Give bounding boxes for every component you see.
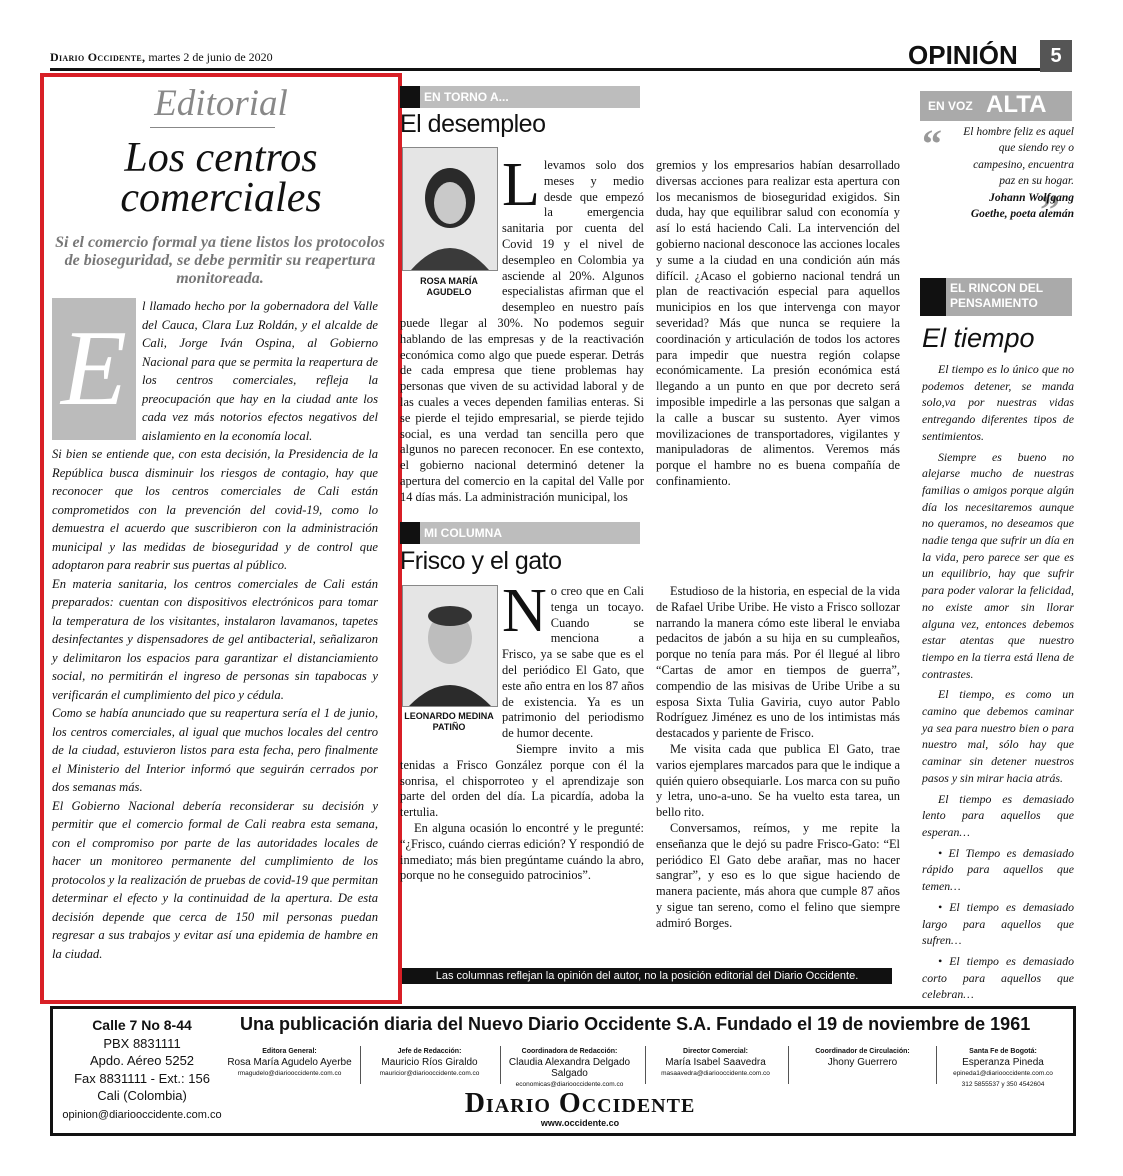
rincon-paragraph: • El tiempo es demasiado corto para aquellos que celebran… [922, 953, 1074, 1002]
rincon-paragraph: El tiempo, es como un camino que debemos caminar ya sea para nuestro bien o para nuestro mal, sólo hay que caminar sin detener nuestros pasos y sin mirar hacia atrás. [922, 687, 1074, 785]
column1-kicker-bar [400, 86, 640, 108]
address-line: Cali (Colombia) [97, 1088, 187, 1103]
quote-text: El hombre feliz es aquel que siendo rey o campesino, encuentra paz en su hogar. [963, 126, 1074, 188]
rincon-title: El tiempo [922, 323, 1035, 353]
rincon-paragraph: El tiempo es lo único que no podemos detener, se manda solo,va por nuestras vidas entregando diferentes tipos de sentimientos. [922, 362, 1074, 443]
staff-name: Jhony Guerrero [827, 1057, 898, 1068]
editorial-dropcap: E [52, 298, 136, 440]
staff-role: Editora General: [262, 1048, 317, 1055]
column1-author: ROSA MARÍA AGUDELO [420, 276, 478, 297]
rincon-kicker: EL RINCON DEL PENSAMIENTO [950, 281, 1043, 310]
rincon-paragraph: Siempre es bueno no alejarse mucho de nuestras familias o amigos porque algún día los necesitaremos aunque no queramos, no deseamos que nadie tenga que sufrir un día en la vida, pero parece ser que es un equilibrio, hay que sufrir para poder valorar la felicidad, no existe amor sin llorar alguna vez, entonces debemos estar atentas que nuestro tiempo en la tierra está llena de contrastes. [922, 449, 1074, 681]
staff-phone: 312 5855537 y 350 4542604 [961, 1081, 1045, 1088]
address-email: opinion@diariooccidente.com.co [62, 1108, 222, 1121]
address-line: Fax 8831111 - Ext.: 156 [74, 1070, 210, 1086]
staff-name: Mauricio Ríos Giraldo [381, 1057, 478, 1068]
brand-url: www.occidente.co [540, 1118, 620, 1128]
editorial-paragraph: En materia sanitaria, los centros comerciales de Cali están preparados: cuentan con dispositivos electrónicos para tomar la temperatura de los visitantes, instalaron lavamanos, tapetes desinfectantes y dispensadores de gel antibacterial, señalizaron y delimitaron los espacios para garantizar el distanciamiento social, no permitirán el ingreso de personas sin tapabocas y verificarán el cumplimiento del pico y cédula. [52, 576, 378, 702]
editorial-paragraph: El Gobierno Nacional debería reconsiderar su decisión y permitir que el comercio formal de Cali reabra esta semana, con el compromiso por parte de las autoridades locales de hacer un monitoreo permanente del cumplimiento de los protocolos y la realización de pruebas de covid-19 que permitan determinar el efecto y la continuidad de la apertura. De esta decisión depende que cerca de 150 mil personas puedan regresar a sus trabajos y evitar así una epidemia de hambre en la ciudad. [52, 798, 378, 961]
column1-body-a [400, 158, 644, 518]
address-line: Calle 7 No 8-44 [92, 1017, 192, 1033]
column2-kicker: MI COLUMNA [424, 526, 502, 540]
brand-logo: Diario Occidente [464, 1088, 696, 1119]
column2-paragraph: Siempre invito a mis tenidas a Frisco González porque con él la sonrisa, el chisporroteo y el aprendizaje son parte del orden del día. La picardía, adoba la tertulia. [400, 741, 644, 820]
column2-kicker-bar [400, 522, 640, 544]
staff-entry [938, 1046, 1068, 1090]
close-quote-icon: ” [1040, 187, 1060, 232]
staff-divider [500, 1046, 501, 1084]
staff-entry [648, 1046, 783, 1079]
column2-paragraph: o creo que en Cali tenga un tocayo. Cuando se menciona a Frisco, ya se sabe que es el del periódico El Gato, que este año entra en los 87 años de existencia. Ya es un patrimonio del periodismo de humor decente. [502, 584, 644, 741]
footer-address [52, 1017, 232, 1124]
rincon-paragraph: El tiempo es demasiado lento para aquellos que esperan… [922, 791, 1074, 839]
column2-paragraph: En alguna ocasión lo encontré y le pregunté: “¿Frisco, cuándo cierras edición? Y respondió de inmediato; más bien pregúntame cuándo la abro, porque no he conseguido patrocinios”. [400, 820, 644, 883]
section-title: OPINIÓN [908, 40, 1018, 70]
column2-dropcap: N [502, 577, 547, 645]
column2-paragraph: Estudioso de la historia, en especial de la vida de Rafael Uribe Uribe. He visto a Frisco sollozar narrando la manera cómo este liberal le enviaba pedacitos de jabón a su hija en su cumpleaños, porque no tenía para más. Por él llegué al libro “Cartas de amor en tiempos de guerra”, compendio de las misivas de Uribe Uribe a su esposa Sixta Tulia Gaviria, cuyo autor Pablo Rodríguez Jiménez es uno de los intimistas más destacados y pariente de Frisco. [656, 584, 900, 741]
issue-date: martes 2 de junio de 2020 [148, 50, 273, 64]
open-quote-icon: “ [922, 121, 942, 166]
rincon-paragraph: • El Tiempo es demasiado rápido para aquellos que temen… [922, 845, 1074, 894]
en-voz-big: ALTA [986, 91, 1047, 118]
rincon-paragraph: • El tiempo es demasiado largo para aquellos que sufren… [922, 899, 1074, 948]
rincon-body [922, 361, 1074, 1007]
staff-divider [645, 1046, 646, 1084]
paper-name: Diario Occidente, [50, 50, 146, 64]
staff-role: Santa Fe de Bogotá: [969, 1048, 1037, 1055]
staff-name: Esperanza Pineda [962, 1057, 1044, 1068]
column2-title: Frisco y el gato [400, 547, 562, 575]
column1-dropcap: L [502, 158, 540, 219]
en-voz-alta-banner [920, 91, 1072, 121]
staff-email: epineda1@diariooccidente.com.co [953, 1070, 1053, 1077]
quote [922, 124, 1074, 222]
rincon-banner [920, 278, 1072, 316]
column2-body-a [400, 577, 644, 884]
column2-author: LEONARDO MEDINA PATIÑO [404, 711, 494, 732]
column2-paragraph: Conversamos, reímos, y me repite la enseñanza que le dejó su padre Frisco-Gato: “El periódico El Gato debe arañar, mas no hacer sangrar”, y eso es lo que sigue haciendo de manera paciente, más ahora que cumple 87 años y sigue tan sereno, como el felino que siempre admiró Borges. [656, 820, 900, 930]
staff-role: Jefe de Redacción: [397, 1048, 462, 1055]
column2-paragraph: Me visita cada que publica El Gato, trae varios ejemplares marcados para que le indique a quién quiero obsequiarle. Los marca con su puño y letra, uno-a-uno. Se ha vuelto esta tarea, un bello rito. [656, 741, 900, 820]
address-line: Apdo. Aéreo 5252 [89, 1053, 195, 1068]
staff-name: Claudia Alexandra Delgado Salgado [508, 1057, 631, 1079]
page-number: 5 [1040, 40, 1072, 72]
column1-title: El desempleo [400, 110, 546, 138]
staff-name: Rosa María Agudelo Ayerbe [227, 1057, 352, 1068]
editorial-title: Los centros comerciales [120, 135, 322, 221]
staff-divider [788, 1046, 789, 1084]
column1-kicker: EN TORNO A... [424, 90, 509, 104]
staff-email: economicas@diariooccidente.com.co [515, 1081, 624, 1088]
staff-name: María Isabel Saavedra [665, 1057, 766, 1068]
editorial-body [52, 297, 378, 963]
address-line: PBX 8831111 [103, 1035, 181, 1051]
disclaimer: Las columnas reflejan la opinión del autor, no la posición editorial del Diario Occidente. [402, 968, 892, 984]
staff-email: rmagudelo@diariooccidente.com.co [237, 1070, 342, 1077]
editorial-paragraph: Si bien se entiende que, con esta decisión, la Presidencia de la República busca disminuir los riesgos de contagio, hay que reconocer que los centros comerciales de Cali están comprometidos con la prevención del covid-19, como lo demuestra el acuerdo que suscribieron con la administración municipal y las medidas de bioseguridad y de control que adoptaron para reabrir sus puertas al público. [52, 447, 378, 572]
editorial-subtitle: Si el comercio formal ya tiene listos los protocolos de bioseguridad, se debe permitir su reapertura monitoreada. [55, 234, 385, 287]
en-voz-small: EN VOZ [928, 99, 973, 113]
staff-email: mauricior@diariooccidente.com.co [379, 1070, 480, 1077]
quote-author: Johann Wolfgang Goethe, poeta alemán [970, 191, 1074, 221]
column2-body-b [656, 584, 900, 932]
editorial-label-underline [150, 127, 275, 128]
staff-role: Coordinador de Circulación: [815, 1048, 910, 1055]
footer-publication: Una publicación diaria del Nuevo Diario Occidente S.A. Fundado el 19 de noviembre de 1961 [240, 1014, 1031, 1034]
staff-entry [795, 1046, 930, 1068]
column1-body-b [656, 158, 900, 518]
editorial-paragraph: l llamado hecho por la gobernadora del Valle del Cauca, Clara Luz Roldán, y el alcalde de Cali, Jorge Iván Ospina, al Gobierno Nacional para que se permita la reapertura de los centros comerciales, refleja la preocupación que hay en la ciudad ante los cada vez más notorios efectos negativos del aislamiento en la economía local. [142, 299, 378, 443]
staff-role: Coordinadora de Redacción: [521, 1048, 618, 1055]
staff-email: masaavedra@diariooccidente.com.co [661, 1070, 770, 1077]
staff-divider [936, 1046, 937, 1084]
editorial-paragraph: Como se había anunciado que su reapertura sería el 1 de junio, los centros comerciales, al igual que muchos locales del centro de la ciudad, estuvieron listos para esta fecha, pero finalmente el Ministerio del Interior informó que seguirán cerrados por dos semanas más. [52, 706, 378, 794]
column1-paragraph-continued: gremios y los empresarios habían desarrollado diversas acciones para realizar esta apertura con los mecanismos de bioseguridad exigidos. Sin duda, hay que equilibrar salud con economía y así lo está haciendo Cali. La intervención del gobierno nacional desconoce las acciones locales y sume a la ciudad en una condición aún más difícil. ¿Acaso el gobierno nacional tendrá un plan de reactivación especial para aquellos municipios en los que intervenga con mayor severidad? Más que nunca se requiere la coordinación y articulación de todos los actores para impedir que nuestra región colapse económicamente. La presión económica está llegando a un punto en que por decreto será imposible impedirle a las personas que salgan a la calle a buscar su sustento. Ayer vimos movilizaciones de transportadores, vigilantes y manipuladoras de alimentos. Veremos más porque el hambre no es buena compañía de confinamiento. [656, 158, 900, 488]
column1-paragraph: levamos solo dos meses y medio desde que empezó la emergencia sanitaria por cuenta del Covid 19 y el nivel de desempleo en Colombia ya asciende al 20%. Algunos especialistas afirman que el desempleo en nuestro país puede llegar al 30%. No podemos seguir hablando de las empresas y de la reactivación económica como algo que puede esperar. Detrás de cada empresa que tiene problemas hay personas que viven de su actividad laboral y de las cuales a veces dependen familias enteras. Si se pierde el tejido empresarial, se pierde tejido social, es una verdad tan sencilla pero que algunos no parecen reconocer. En ese contexto, el gobierno nacional determinó detener la apertura del comercio en la capital del Valle por 14 días más. La administración municipal, los [400, 158, 644, 504]
staff-divider [360, 1046, 361, 1084]
staff-entry [222, 1046, 357, 1079]
masthead-dateline [50, 50, 273, 65]
staff-role: Director Comercial: [683, 1048, 748, 1055]
editorial-label: Editorial [154, 83, 288, 124]
staff-entry [502, 1046, 637, 1090]
staff-entry [362, 1046, 497, 1079]
